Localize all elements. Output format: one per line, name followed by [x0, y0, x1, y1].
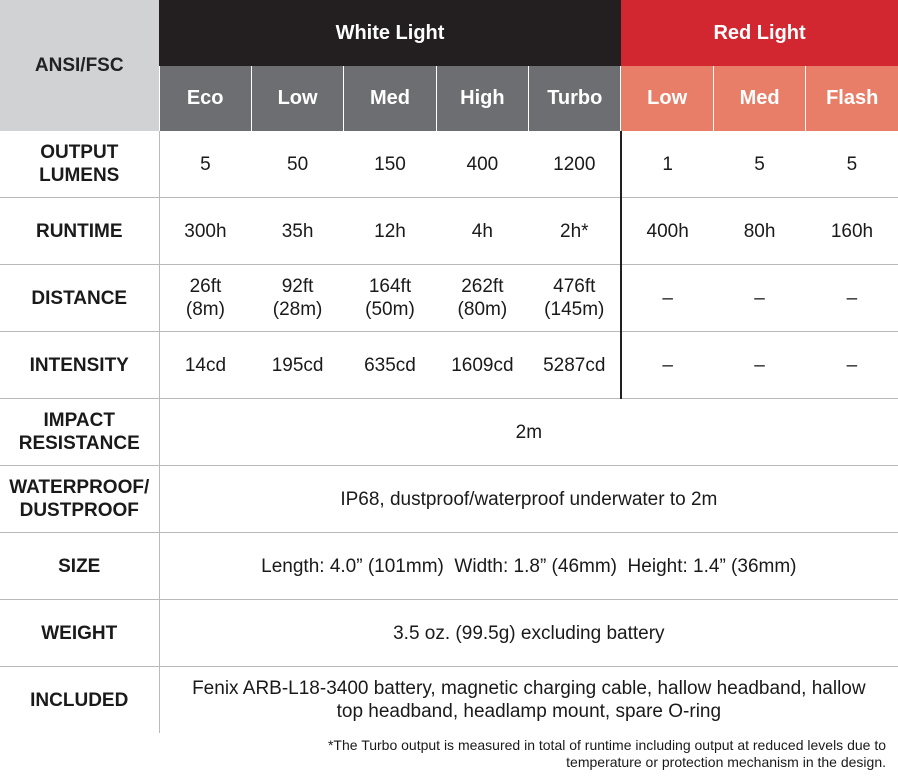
- mode-white-turbo: Turbo: [529, 66, 621, 131]
- value-cell: 5: [200, 153, 211, 175]
- value-cell: 160h: [806, 198, 898, 265]
- table-row: [0, 131, 898, 198]
- table-row: [0, 667, 898, 734]
- row-label-runtime: RUNTIME: [0, 198, 159, 265]
- value-cell: 400: [466, 153, 499, 175]
- value-cell: –: [713, 265, 805, 332]
- value-cell: –: [621, 265, 713, 332]
- value-cell: 12h: [344, 198, 436, 265]
- value-cell: 92ft (28m): [251, 265, 343, 332]
- value-cell: 14cd: [159, 332, 251, 399]
- table-row: [0, 265, 898, 332]
- value-cell: 635cd: [344, 332, 436, 399]
- value-cell: –: [621, 332, 713, 399]
- waterproof-value: IP68, dustproof/waterproof underwater to 2m: [159, 466, 898, 533]
- row-label-weight: WEIGHT: [0, 600, 159, 667]
- value-cell: 1200: [529, 131, 621, 198]
- row-label-distance: DISTANCE: [0, 265, 159, 332]
- mode-white-high: High: [436, 66, 528, 131]
- row-label-output-lumens: OUTPUT LUMENS: [0, 131, 159, 198]
- value-cell: 1: [662, 153, 673, 175]
- value-cell: 35h: [251, 198, 343, 265]
- row-label-size: SIZE: [0, 533, 159, 600]
- row-label-impact-resistance: IMPACT RESISTANCE: [0, 399, 159, 466]
- mode-red-med: Med: [713, 66, 805, 131]
- size-value: Length: 4.0” (101mm) Width: 1.8” (46mm) Height: 1.4” (36mm): [159, 533, 898, 600]
- mode-white-eco: Eco: [159, 66, 251, 131]
- value-cell: 150: [374, 153, 406, 175]
- white-light-header: White Light: [159, 0, 621, 66]
- mode-white-low: Low: [251, 66, 343, 131]
- value-cell: 400h: [621, 198, 713, 265]
- value-cell: 195cd: [251, 332, 343, 399]
- value-cell: –: [806, 332, 898, 399]
- mode-red-flash: Flash: [806, 66, 898, 131]
- impact-resistance-value: 2m: [159, 399, 898, 466]
- mode-red-low: Low: [621, 66, 713, 131]
- value-cell: 2h*: [529, 198, 621, 265]
- value-cell: 5: [846, 153, 858, 175]
- table-row: [0, 466, 898, 533]
- red-light-header: Red Light: [621, 0, 898, 66]
- turbo-footnote: *The Turbo output is measured in total of runtime including output at reduced levels due to temperature or protection mechanism in the design.: [327, 737, 886, 770]
- value-cell: 1609cd: [436, 332, 528, 399]
- table-row: [0, 198, 898, 265]
- value-cell: 4h: [436, 198, 528, 265]
- mode-white-med: Med: [344, 66, 436, 131]
- weight-value: 3.5 oz. (99.5g) excluding battery: [159, 600, 898, 667]
- table-row: [0, 399, 898, 466]
- value-cell: 80h: [713, 198, 805, 265]
- value-cell: –: [806, 265, 898, 332]
- value-cell: 164ft (50m): [344, 265, 436, 332]
- value-cell: 5287cd: [529, 332, 621, 399]
- ansi-fsc-header: ANSI/FSC: [0, 0, 159, 131]
- value-cell: 5: [754, 153, 765, 175]
- table-row: [0, 332, 898, 399]
- value-cell: 300h: [159, 198, 251, 265]
- row-label-included: INCLUDED: [0, 667, 159, 734]
- value-cell: 476ft (145m): [529, 265, 621, 332]
- value-cell: –: [713, 332, 805, 399]
- value-cell: 50: [287, 153, 309, 175]
- value-cell: 262ft (80m): [436, 265, 528, 332]
- table-row: [0, 600, 898, 667]
- row-label-waterproof: WATERPROOF/ DUSTPROOF: [0, 466, 159, 533]
- value-cell: 26ft (8m): [159, 265, 251, 332]
- included-value: Fenix ARB-L18-3400 battery, magnetic charging cable, hallow headband, hallow top headband, headlamp mount, spare O-ring: [159, 667, 898, 734]
- table-row: [0, 533, 898, 600]
- row-label-intensity: INTENSITY: [0, 332, 159, 399]
